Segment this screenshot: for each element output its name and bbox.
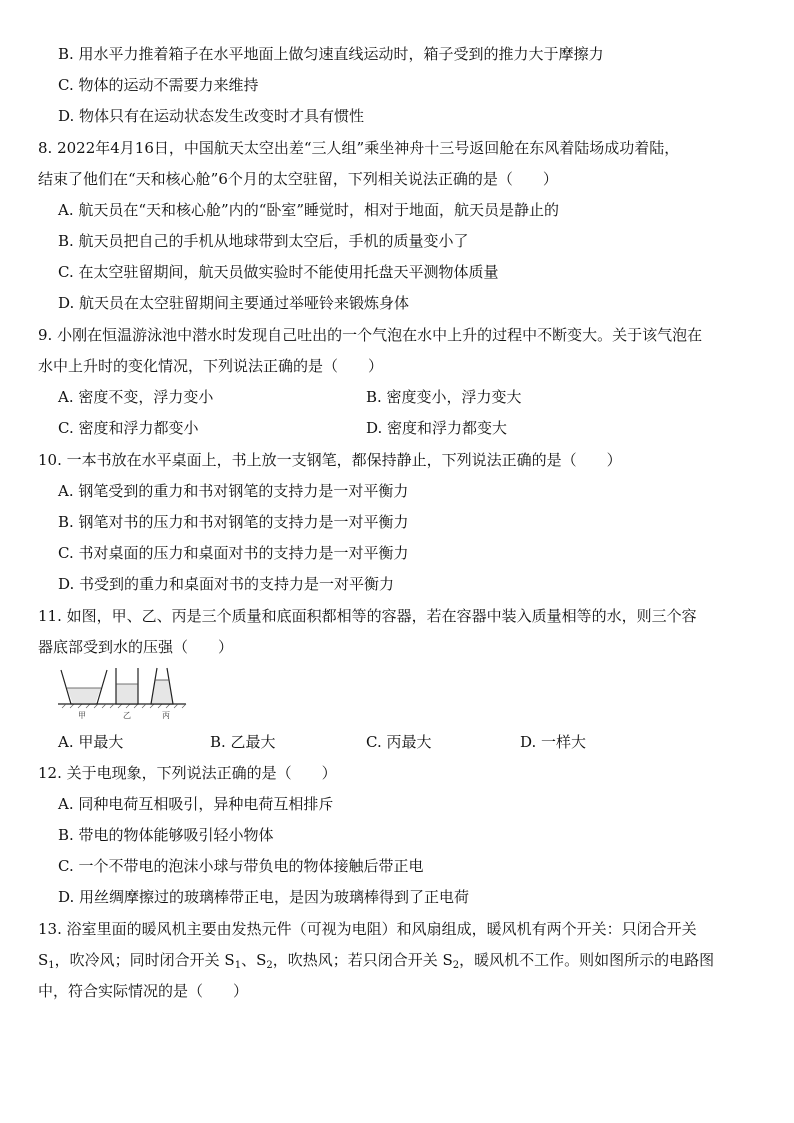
q8-option-c: C. 在太空驻留期间，航天员做实验时不能使用托盘天平测物体质量 bbox=[58, 263, 499, 281]
q10-option-c: C. 书对桌面的压力和桌面对书的支持力是一对平衡力 bbox=[58, 544, 409, 562]
q13-stem-line2 bbox=[38, 950, 714, 976]
label-jia: 甲 bbox=[78, 711, 86, 720]
q11-option-a: A. 甲最大 bbox=[58, 733, 124, 751]
q11-option-c: C. 丙最大 bbox=[366, 733, 432, 751]
subscript-1: 1 bbox=[234, 960, 242, 971]
q11-option-b: B. 乙最大 bbox=[210, 733, 276, 751]
q8-option-a: A. 航天员在“天和核心舱”内的“卧室”睡觉时，相对于地面，航天员是静止的 bbox=[58, 201, 560, 219]
q11-option-d: D. 一样大 bbox=[520, 733, 587, 751]
q9-option-b: B. 密度变小，浮力变大 bbox=[366, 388, 522, 406]
containers-diagram bbox=[58, 660, 188, 712]
q13-stem-line3: 中，符合实际情况的是（ ） bbox=[38, 982, 249, 1000]
q8-option-b: B. 航天员把自己的手机从地球带到太空后，手机的质量变小了 bbox=[58, 232, 469, 250]
q7-option-c: C. 物体的运动不需要力来维持 bbox=[58, 76, 259, 94]
containers-figure bbox=[58, 660, 188, 722]
q13-stem-part-d: ，暖风机不工作。则如图所示的电路图 bbox=[459, 951, 715, 969]
switch-s1-subscript: 1 bbox=[48, 960, 55, 971]
q8-option-d: D. 航天员在太空驻留期间主要通过举哑铃来锻炼身体 bbox=[58, 294, 410, 312]
label-yi: 乙 bbox=[123, 711, 131, 720]
label-bing: 丙 bbox=[162, 711, 170, 720]
q13-stem-line1: 13. 浴室里面的暖风机主要由发热元件（可视为电阻）和风扇组成，暖风机有两个开关：只闭合开关 bbox=[38, 920, 697, 938]
q12-option-d: D. 用丝绸摩擦过的玻璃棒带正电，是因为玻璃棒得到了正电荷 bbox=[58, 888, 470, 906]
q13-stem-part-c: ，吹热风；若只闭合开关 S bbox=[272, 951, 453, 969]
q7-option-b: B. 用水平力推着箱子在水平地面上做匀速直线运动时，箱子受到的推力大于摩擦力 bbox=[58, 45, 604, 63]
q8-stem-line2: 结束了他们在“天和核心舱”6个月的太空驻留，下列相关说法正确的是（ ） bbox=[38, 170, 558, 188]
q7-option-d: D. 物体只有在运动状态发生改变时才具有惯性 bbox=[58, 107, 365, 125]
q10-option-d: D. 书受到的重力和桌面对书的支持力是一对平衡力 bbox=[58, 575, 395, 593]
q11-stem-line1: 11. 如图，甲、乙、丙是三个质量和底面积都相等的容器，若在容器中装入质量相等的水，则三个容 bbox=[38, 607, 697, 625]
container-yi bbox=[116, 668, 138, 704]
q9-option-d: D. 密度和浮力都变大 bbox=[366, 419, 508, 437]
q12-option-b: B. 带电的物体能够吸引轻小物体 bbox=[58, 826, 274, 844]
container-jia bbox=[61, 670, 107, 704]
q12-option-a: A. 同种电荷互相吸引，异种电荷互相排斥 bbox=[58, 795, 334, 813]
q13-stem-part-a: ，吹冷风；同时闭合开关 S bbox=[54, 951, 235, 969]
q8-stem-line1: 8. 2022年4月16日，中国航天太空出差“三人组”乘坐神舟十三号返回舱在东风着陆场成功着陆， bbox=[38, 139, 680, 157]
q9-option-c: C. 密度和浮力都变小 bbox=[58, 419, 199, 437]
q12-option-c: C. 一个不带电的泡沫小球与带负电的物体接触后带正电 bbox=[58, 857, 424, 875]
q10-stem: 10. 一本书放在水平桌面上，书上放一支钢笔，都保持静止，下列说法正确的是（ ） bbox=[38, 451, 622, 469]
q10-option-a: A. 钢笔受到的重力和书对钢笔的支持力是一对平衡力 bbox=[58, 482, 409, 500]
q9-stem-line1: 9. 小刚在恒温游泳池中潜水时发现自己吐出的一个气泡在水中上升的过程中不断变大。关于该气泡在 bbox=[38, 326, 703, 344]
subscript-2: 2 bbox=[266, 960, 273, 971]
switch-s1-symbol: S bbox=[38, 951, 49, 969]
q13-stem-part-b: 、S bbox=[241, 951, 267, 969]
q12-stem: 12. 关于电现象，下列说法正确的是（ ） bbox=[38, 764, 337, 782]
q9-option-a: A. 密度不变，浮力变小 bbox=[58, 388, 214, 406]
q11-stem-line2: 器底部受到水的压强（ ） bbox=[38, 638, 234, 656]
container-bing bbox=[151, 668, 173, 704]
q10-option-b: B. 钢笔对书的压力和书对钢笔的支持力是一对平衡力 bbox=[58, 513, 409, 531]
q9-stem-line2: 水中上升时的变化情况，下列说法正确的是（ ） bbox=[38, 357, 384, 375]
subscript-2b: 2 bbox=[452, 960, 460, 971]
